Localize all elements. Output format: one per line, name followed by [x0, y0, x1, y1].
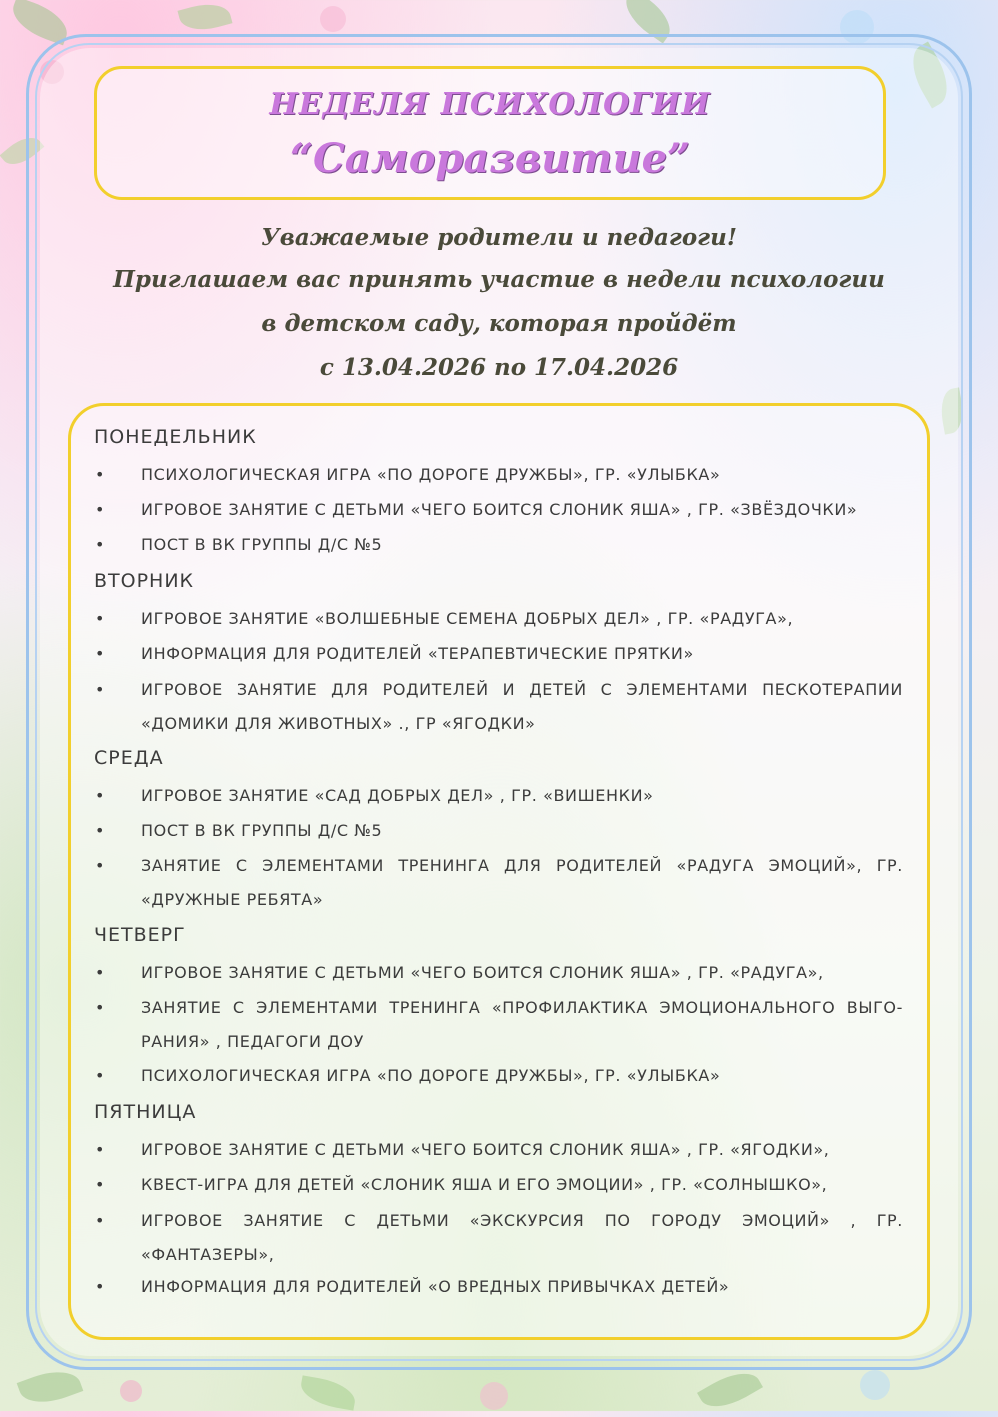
list-item: ИГРОВОЕ ЗАНЯТИЕ С ДЕТЬМИ «ЧЕГО БОИТСЯ СЛОНИК ЯША» , ГР. «ЗВЁЗДОЧКИ» [141, 500, 858, 519]
invitation-line-1: Уважаемые родители и педагоги! [261, 224, 737, 251]
list-item: ИНФОРМАЦИЯ ДЛЯ РОДИТЕЛЕЙ «ТЕРАПЕВТИЧЕСКИЕ ПРЯТКИ» [141, 644, 694, 663]
list-item: ПСИХОЛОГИЧЕСКАЯ ИГРА «ПО ДОРОГЕ ДРУЖБЫ», ГР. «УЛЫБКА» [141, 465, 721, 484]
page-title: НЕДЕЛЯ ПСИХОЛОГИИ [269, 87, 711, 122]
bullet: • [95, 1277, 105, 1296]
title-box [94, 66, 886, 200]
list-item: ИГРОВОЕ ЗАНЯТИЕ «ВОЛШЕБНЫЕ СЕМЕНА ДОБРЫХ ДЕЛ» , ГР. «РАДУГА», [141, 609, 794, 628]
bullet: • [95, 998, 105, 1017]
bullet: • [95, 609, 105, 628]
bullet: • [95, 1066, 105, 1085]
bullet: • [95, 856, 105, 875]
list-item: ИГРОВОЕ ЗАНЯТИЕ С ДЕТЬМИ «ЧЕГО БОИТСЯ СЛОНИК ЯША» , ГР. «ЯГОДКИ», [141, 1140, 830, 1159]
day-heading-wednesday: СРЕДА [94, 747, 164, 769]
day-heading-thursday: ЧЕТВЕРГ [94, 924, 186, 946]
bullet: • [95, 1140, 105, 1159]
list-item: ПОСТ В ВК ГРУППЫ Д/С №5 [141, 821, 383, 840]
list-item: ЗАНЯТИЕ С ЭЛЕМЕНТАМИ ТРЕНИНГА «ПРОФИЛАКТИКА ЭМОЦИОНАЛЬНОГО ВЫГО-РАНИЯ» , ПЕДАГОГИ ДОУ [141, 998, 903, 1051]
bullet: • [95, 1175, 105, 1194]
list-item: ИГРОВОЕ ЗАНЯТИЕ С ДЕТЬМИ «ЭКСКУРСИЯ ПО ГОРОДУ ЭМОЦИЙ» , ГР. «ФАНТАЗЕРЫ», [141, 1211, 903, 1264]
invitation-line-3: в детском саду, которая пройдёт [261, 310, 737, 337]
day-heading-monday: ПОНЕДЕЛЬНИК [94, 426, 257, 448]
page-subtitle: “Саморазвитие” [289, 135, 691, 182]
day-heading-friday: ПЯТНИЦА [94, 1101, 197, 1123]
list-item: ИГРОВОЕ ЗАНЯТИЕ С ДЕТЬМИ «ЧЕГО БОИТСЯ СЛОНИК ЯША» , ГР. «РАДУГА», [141, 963, 824, 982]
list-item: ЗАНЯТИЕ С ЭЛЕМЕНТАМИ ТРЕНИНГА ДЛЯ РОДИТЕЛЕЙ «РАДУГА ЭМОЦИЙ», ГР. «ДРУЖНЫЕ РЕБЯТА» [141, 856, 903, 909]
bullet: • [95, 821, 105, 840]
list-item: ПСИХОЛОГИЧЕСКАЯ ИГРА «ПО ДОРОГЕ ДРУЖБЫ», ГР. «УЛЫБКА» [141, 1066, 721, 1085]
day-heading-tuesday: ВТОРНИК [94, 570, 195, 592]
bullet: • [95, 644, 105, 663]
bullet: • [95, 535, 105, 554]
invitation-dates: с 13.04.2026 по 17.04.2026 [319, 354, 679, 381]
list-item: ИГРОВОЕ ЗАНЯТИЕ «САД ДОБРЫХ ДЕЛ» , ГР. «ВИШЕНКИ» [141, 786, 654, 805]
list-item: ПОСТ В ВК ГРУППЫ Д/С №5 [141, 535, 383, 554]
bullet: • [95, 500, 105, 519]
invitation-line-2: Приглашаем вас принять участие в недели психологии [113, 266, 885, 293]
bullet: • [95, 786, 105, 805]
bullet: • [95, 680, 105, 699]
list-item: ИНФОРМАЦИЯ ДЛЯ РОДИТЕЛЕЙ «О ВРЕДНЫХ ПРИВЫЧКАХ ДЕТЕЙ» [141, 1277, 730, 1296]
list-item: КВЕСТ-ИГРА ДЛЯ ДЕТЕЙ «СЛОНИК ЯША И ЕГО ЭМОЦИИ» , ГР. «СОЛНЫШКО», [141, 1175, 828, 1194]
bullet: • [95, 1211, 105, 1230]
list-item: ИГРОВОЕ ЗАНЯТИЕ ДЛЯ РОДИТЕЛЕЙ И ДЕТЕЙ С ЭЛЕМЕНТАМИ ПЕСКОТЕРАПИИ «ДОМИКИ ДЛЯ ЖИВОТНЫХ» ., ГР «ЯГОДКИ» [141, 680, 903, 733]
bullet: • [95, 465, 105, 484]
bullet: • [95, 963, 105, 982]
